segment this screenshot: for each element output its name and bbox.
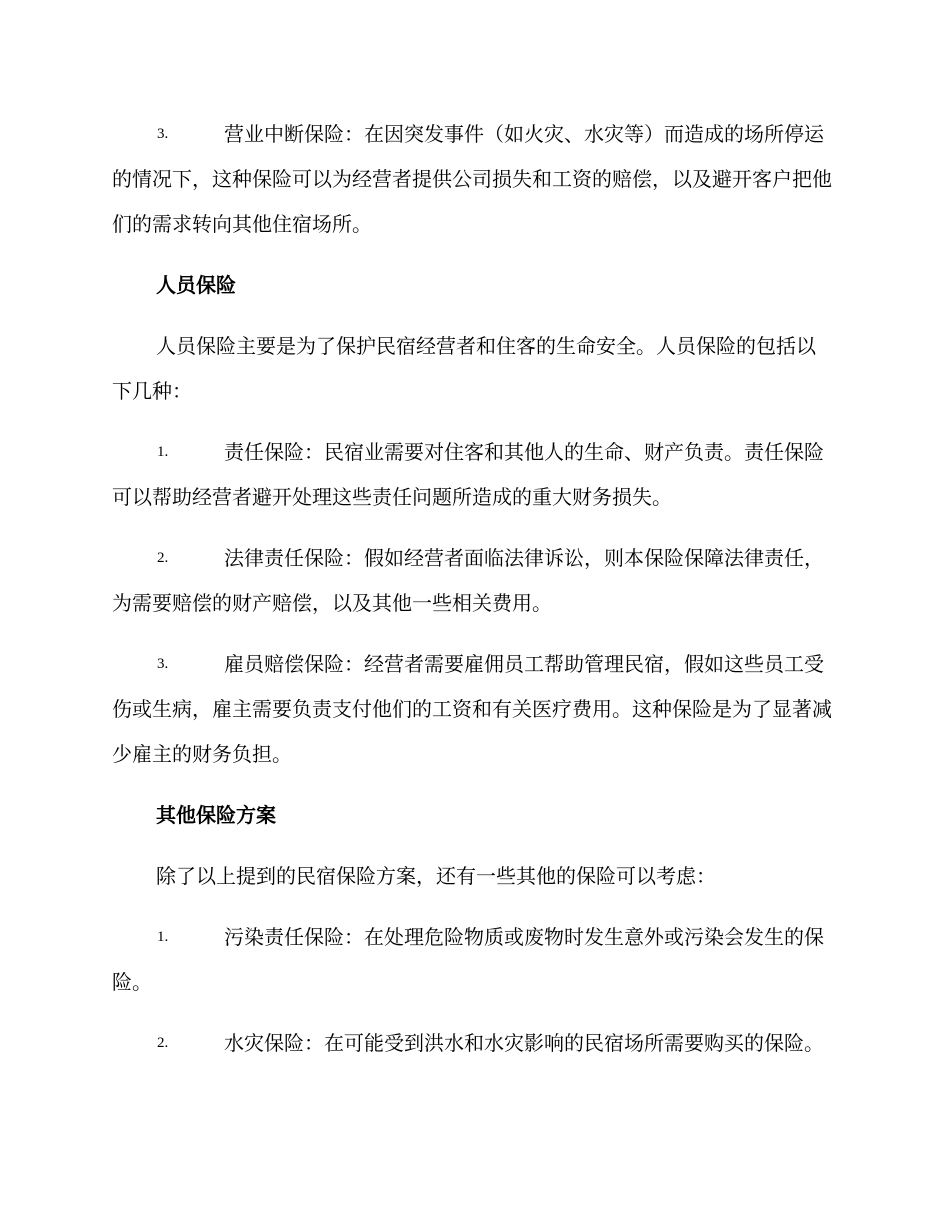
list-number: 2. [157,550,169,566]
list-number: 2. [157,1035,169,1051]
list-item-liability [112,430,834,520]
list-item-pollution-liability [112,915,834,1005]
list-text: 水灾保险：在可能受到洪水和水灾影响的民宿场所需要购买的保险。 [224,1031,824,1055]
list-text: 营业中断保险：在因突发事件（如火灾、水灾等）而造成的场所停运的情况下，这种保险可以为经营者提供公司损失和工资的赔偿，以及避开客户把他们的需求转向其他住宿场所。 [112,122,832,236]
paragraph-personnel-intro: 人员保险主要是为了保护民宿经营者和住客的生命安全。人员保险的包括以下几种： [112,334,816,403]
section-heading-other: 其他保险方案 [156,803,276,827]
list-text: 污染责任保险：在处理危险物质或废物时发生意外或污染会发生的保险。 [112,925,824,994]
list-number: 3. [157,656,169,672]
paragraph-other-intro: 除了以上提到的民宿保险方案，还有一些其他的保险可以考虑： [156,864,716,888]
list-item-legal-liability [112,536,834,626]
document-page [112,112,834,1066]
list-item-employee-compensation [112,642,834,777]
list-text: 法律责任保险：假如经营者面临法律诉讼，则本保险保障法律责任，为需要赔偿的财产赔偿，以及其他一些相关费用。 [112,546,824,615]
list-item-business-interruption [112,112,834,247]
list-number: 1. [157,444,169,460]
section-heading-personnel: 人员保险 [156,273,236,297]
list-number: 3. [157,126,169,142]
list-item-flood [112,1021,834,1066]
list-text: 雇员赔偿保险：经营者需要雇佣员工帮助管理民宿，假如这些员工受伤或生病，雇主需要负责支付他们的工资和有关医疗费用。这种保险是为了显著减少雇主的财务负担。 [112,652,832,766]
list-number: 1. [157,929,169,945]
list-text: 责任保险：民宿业需要对住客和其他人的生命、财产负责。责任保险可以帮助经营者避开处理这些责任问题所造成的重大财务损失。 [112,440,824,509]
